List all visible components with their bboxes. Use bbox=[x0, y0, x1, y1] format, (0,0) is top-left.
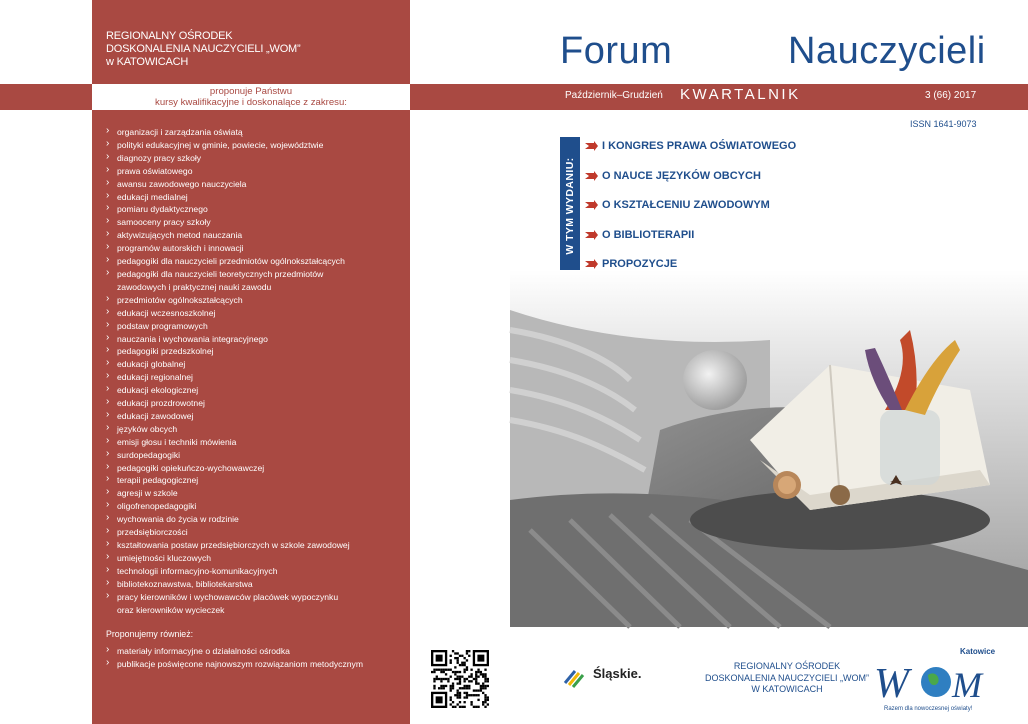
arrow-icon bbox=[585, 230, 598, 240]
issn: ISSN 1641-9073 bbox=[910, 119, 977, 129]
topic-item: › diagnozy pracy szkoły bbox=[106, 152, 406, 165]
wom-logo-icon bbox=[872, 642, 996, 716]
headline-item: O BIBLIOTERAPII bbox=[585, 229, 796, 259]
topic-item: › programów autorskich i innowacji bbox=[106, 242, 406, 255]
topic-item: › przedmiotów ogólnokształcących bbox=[106, 294, 406, 307]
svg-text:W: W bbox=[874, 661, 909, 707]
topic-item: › aktywizujących metod nauczania bbox=[106, 229, 406, 242]
topic-item: › umiejętności kluczowych bbox=[106, 552, 406, 565]
topic-item: › edukacji globalnej bbox=[106, 358, 406, 371]
topic-item: zawodowych i praktycznej nauki zawodu bbox=[117, 281, 272, 292]
back-cover bbox=[92, 0, 410, 724]
arrow-icon bbox=[585, 200, 598, 210]
topic-item: › edukacji medialnej bbox=[106, 191, 406, 204]
qr-code-icon bbox=[431, 650, 489, 708]
topic-item: › awansu zawodowego nauczyciela bbox=[106, 178, 406, 191]
topic-item: › terapii pedagogicznej bbox=[106, 474, 406, 487]
topic-item: › nauczania i wychowania integracyjnego bbox=[106, 333, 406, 346]
arrow-icon bbox=[585, 259, 598, 269]
topic-item: › pedagogiki przedszkolnej bbox=[106, 345, 406, 358]
issue-period: Październik–Grudzień bbox=[565, 90, 663, 101]
topic-item: › wychowania do życia w rodzinie bbox=[106, 513, 406, 526]
slaskie-logo-icon bbox=[561, 665, 585, 689]
topic-item: › pomiaru dydaktycznego bbox=[106, 203, 406, 216]
topic-item: › pedagogiki dla nauczycieli teoretycznych przedmiotów bbox=[106, 268, 406, 281]
also-item: › materiały informacyjne o działalności ośrodka bbox=[106, 645, 363, 658]
institute-name: REGIONALNY OŚRODEK DOSKONALENIA NAUCZYCIELI „WOM” W KATOWICACH bbox=[704, 661, 870, 694]
also-item: › publikacje poświęcone najnowszym rozwiązaniom metodycznym bbox=[106, 658, 363, 671]
headline-list bbox=[585, 140, 796, 288]
title-nauczycieli: Nauczycieli bbox=[788, 30, 986, 72]
topic-item: › edukacji zawodowej bbox=[106, 410, 406, 423]
topic-item: › edukacji ekologicznej bbox=[106, 384, 406, 397]
topic-item: › organizacji i zarządzania oświatą bbox=[106, 126, 406, 139]
arrow-icon bbox=[585, 171, 598, 181]
headline-item: O KSZTAŁCENIU ZAWODOWYM bbox=[585, 199, 796, 229]
svg-text:M: M bbox=[952, 665, 982, 705]
headline-item: O NAUCE JĘZYKÓW OBCYCH bbox=[585, 170, 796, 200]
publication-kind: KWARTALNIK bbox=[680, 86, 801, 103]
arrow-icon bbox=[585, 141, 598, 151]
also-list bbox=[106, 645, 363, 671]
topic-item: › kształtowania postaw przedsiębiorczych w szkole zawodowej bbox=[106, 539, 406, 552]
issue-number: 3 (66) 2017 bbox=[925, 90, 977, 101]
topic-item: › edukacji prozdrowotnej bbox=[106, 397, 406, 410]
topic-item: › oligofrenopedagogiki bbox=[106, 500, 406, 513]
offer-banner: proponuje Państwu kursy kwalifikacyjne i doskonalące z zakresu: bbox=[92, 84, 410, 110]
title-forum: Forum bbox=[560, 30, 673, 72]
back-cover-title: REGIONALNY OŚRODEK DOSKONALENIA NAUCZYCIELI „WOM” w KATOWICACH bbox=[106, 30, 301, 68]
topic-item: › technologii informacyjno-komunikacyjnych bbox=[106, 565, 406, 578]
topic-item: › agresji w szkole bbox=[106, 487, 406, 500]
sponsor-name: Śląskie. bbox=[593, 666, 642, 681]
stripe-left bbox=[0, 84, 92, 110]
topic-item: oraz kierowników wycieczek bbox=[117, 604, 225, 615]
topic-item: › edukacji wczesnoszkolnej bbox=[106, 307, 406, 320]
edition-label: W TYM WYDANIU: bbox=[560, 137, 580, 274]
topic-item: › pedagogiki opiekuńczo-wychowawczej bbox=[106, 462, 406, 475]
topic-item: › edukacji regionalnej bbox=[106, 371, 406, 384]
topic-item: › przedsiębiorczości bbox=[106, 526, 406, 539]
topic-item: › polityki edukacyjnej w gminie, powiecie, województwie bbox=[106, 139, 406, 152]
headline-item: PROPOZYCJE bbox=[585, 258, 796, 288]
topic-item: › samooceny pracy szkoły bbox=[106, 216, 406, 229]
svg-text:Katowice: Katowice bbox=[960, 647, 996, 656]
topic-item: › pracy kierowników i wychowawców placówek wypoczynku bbox=[106, 591, 406, 604]
topic-item: › emisji głosu i techniki mówienia bbox=[106, 436, 406, 449]
headline-item: I KONGRES PRAWA OŚWIATOWEGO bbox=[585, 140, 796, 170]
topic-item: › surdopedagogiki bbox=[106, 449, 406, 462]
topic-item: › pedagogiki dla nauczycieli przedmiotów ogólnokształcących bbox=[106, 255, 406, 268]
topic-item: › bibliotekoznawstwa, bibliotekarstwa bbox=[106, 578, 406, 591]
also-heading: Proponujemy również: bbox=[106, 629, 194, 639]
topic-item: › prawa oświatowego bbox=[106, 165, 406, 178]
svg-text:Razem dla nowoczesnej oświaty!: Razem dla nowoczesnej oświaty! bbox=[884, 706, 973, 712]
course-topics-list bbox=[106, 126, 406, 616]
cover-photo bbox=[510, 270, 1028, 627]
topic-item: › podstaw programowych bbox=[106, 320, 406, 333]
topic-item: › języków obcych bbox=[106, 423, 406, 436]
